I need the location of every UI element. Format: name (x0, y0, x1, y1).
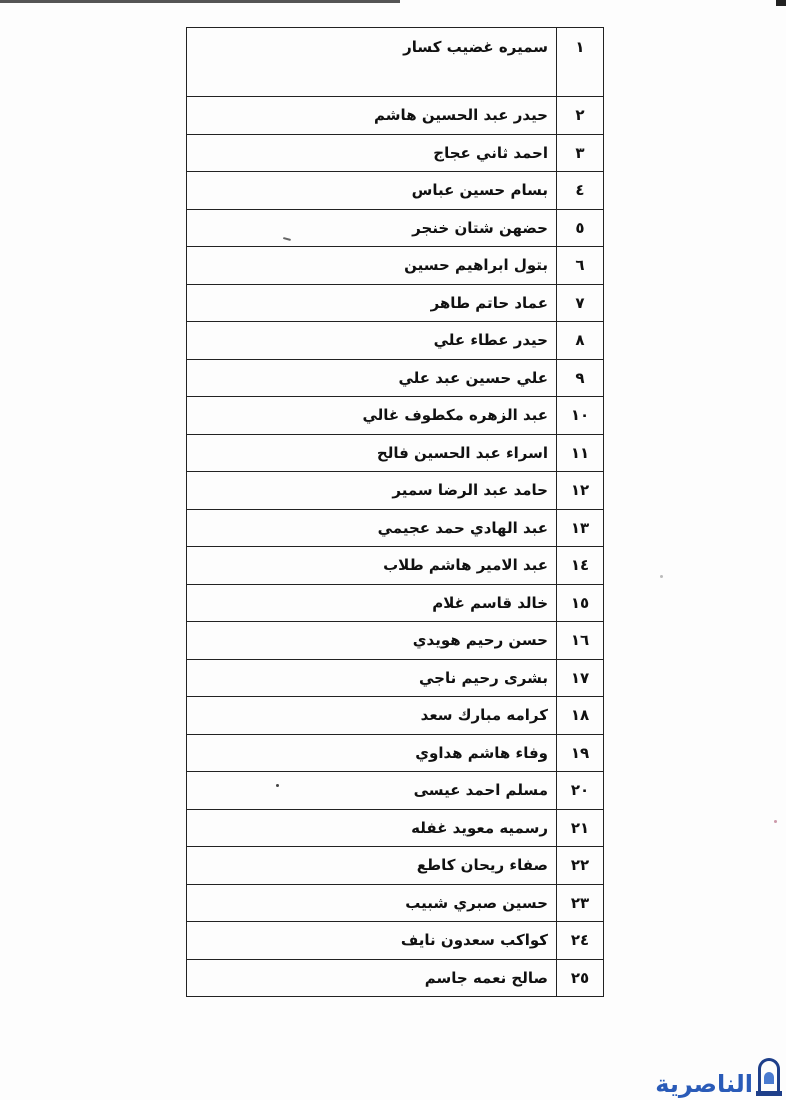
table-row (187, 322, 604, 360)
row-number: ١٠ (557, 397, 604, 435)
lighthouse-logo-icon (756, 1058, 782, 1096)
row-number: ٧ (557, 284, 604, 322)
row-name: عبد الامير هاشم طلاب (187, 547, 557, 585)
row-number: ٢٤ (557, 922, 604, 960)
row-name: حامد عبد الرضا سمير (187, 472, 557, 510)
row-number: ٢ (557, 97, 604, 135)
row-number: ١ (557, 28, 604, 97)
row-name: حضهن شتان خنجر (187, 209, 557, 247)
corner-mark (776, 0, 786, 6)
table-row (187, 734, 604, 772)
row-name: صالح نعمه جاسم (187, 959, 557, 997)
row-name: بشرى رحيم ناجي (187, 659, 557, 697)
row-name: رسميه معويد غفله (187, 809, 557, 847)
table-row (187, 547, 604, 585)
row-number: ١٧ (557, 659, 604, 697)
table-row (187, 922, 604, 960)
row-name: بتول ابراهيم حسين (187, 247, 557, 285)
row-name: وفاء هاشم هداوي (187, 734, 557, 772)
table-row (187, 472, 604, 510)
table-row (187, 809, 604, 847)
row-number: ١١ (557, 434, 604, 472)
row-name: عماد حاتم طاهر (187, 284, 557, 322)
table-row (187, 247, 604, 285)
table-row (187, 584, 604, 622)
row-number: ٢٠ (557, 772, 604, 810)
table-row (187, 659, 604, 697)
row-name: حسن رحيم هويدي (187, 622, 557, 660)
table-row (187, 959, 604, 997)
row-number: ١٤ (557, 547, 604, 585)
row-number: ١٦ (557, 622, 604, 660)
row-number: ٢٣ (557, 884, 604, 922)
row-number: ٥ (557, 209, 604, 247)
table-row (187, 284, 604, 322)
table-row (187, 772, 604, 810)
table-row (187, 359, 604, 397)
row-number: ٢٢ (557, 847, 604, 885)
table-row (187, 28, 604, 97)
table-row (187, 697, 604, 735)
row-name: حيدر عبد الحسين هاشم (187, 97, 557, 135)
row-number: ١٢ (557, 472, 604, 510)
row-number: ٨ (557, 322, 604, 360)
row-number: ١٩ (557, 734, 604, 772)
row-number: ٦ (557, 247, 604, 285)
row-number: ١٣ (557, 509, 604, 547)
table-row (187, 97, 604, 135)
row-name: حيدر عطاء علي (187, 322, 557, 360)
names-table (186, 27, 604, 997)
row-number: ٩ (557, 359, 604, 397)
row-name: سميره غضيب كسار (187, 28, 557, 97)
row-name: عبد الزهره مكطوف غالي (187, 397, 557, 435)
table-row (187, 209, 604, 247)
row-name: احمد ثاني عجاج (187, 134, 557, 172)
table-row (187, 434, 604, 472)
table-row (187, 884, 604, 922)
row-name: حسين صبري شبيب (187, 884, 557, 922)
scan-speck (660, 575, 663, 578)
row-name: علي حسين عبد علي (187, 359, 557, 397)
row-number: ٣ (557, 134, 604, 172)
row-name: بسام حسين عباس (187, 172, 557, 210)
row-number: ٢١ (557, 809, 604, 847)
row-name: اسراء عبد الحسين فالح (187, 434, 557, 472)
table-row (187, 397, 604, 435)
table-row (187, 622, 604, 660)
table-row (187, 847, 604, 885)
watermark-logo (655, 1058, 782, 1096)
row-number: ٤ (557, 172, 604, 210)
table-row (187, 509, 604, 547)
row-name: مسلم احمد عيسى (187, 772, 557, 810)
row-number: ١٨ (557, 697, 604, 735)
row-name: خالد قاسم غلام (187, 584, 557, 622)
row-name: كواكب سعدون نايف (187, 922, 557, 960)
scan-speck (774, 820, 777, 823)
row-name: صفاء ريحان كاطع (187, 847, 557, 885)
row-name: كرامه مبارك سعد (187, 697, 557, 735)
top-scan-rule (0, 0, 400, 3)
row-name: عبد الهادي حمد عجيمي (187, 509, 557, 547)
row-number: ١٥ (557, 584, 604, 622)
table-row (187, 172, 604, 210)
table-row (187, 134, 604, 172)
watermark-text: الناصرية (655, 1070, 753, 1098)
row-number: ٢٥ (557, 959, 604, 997)
